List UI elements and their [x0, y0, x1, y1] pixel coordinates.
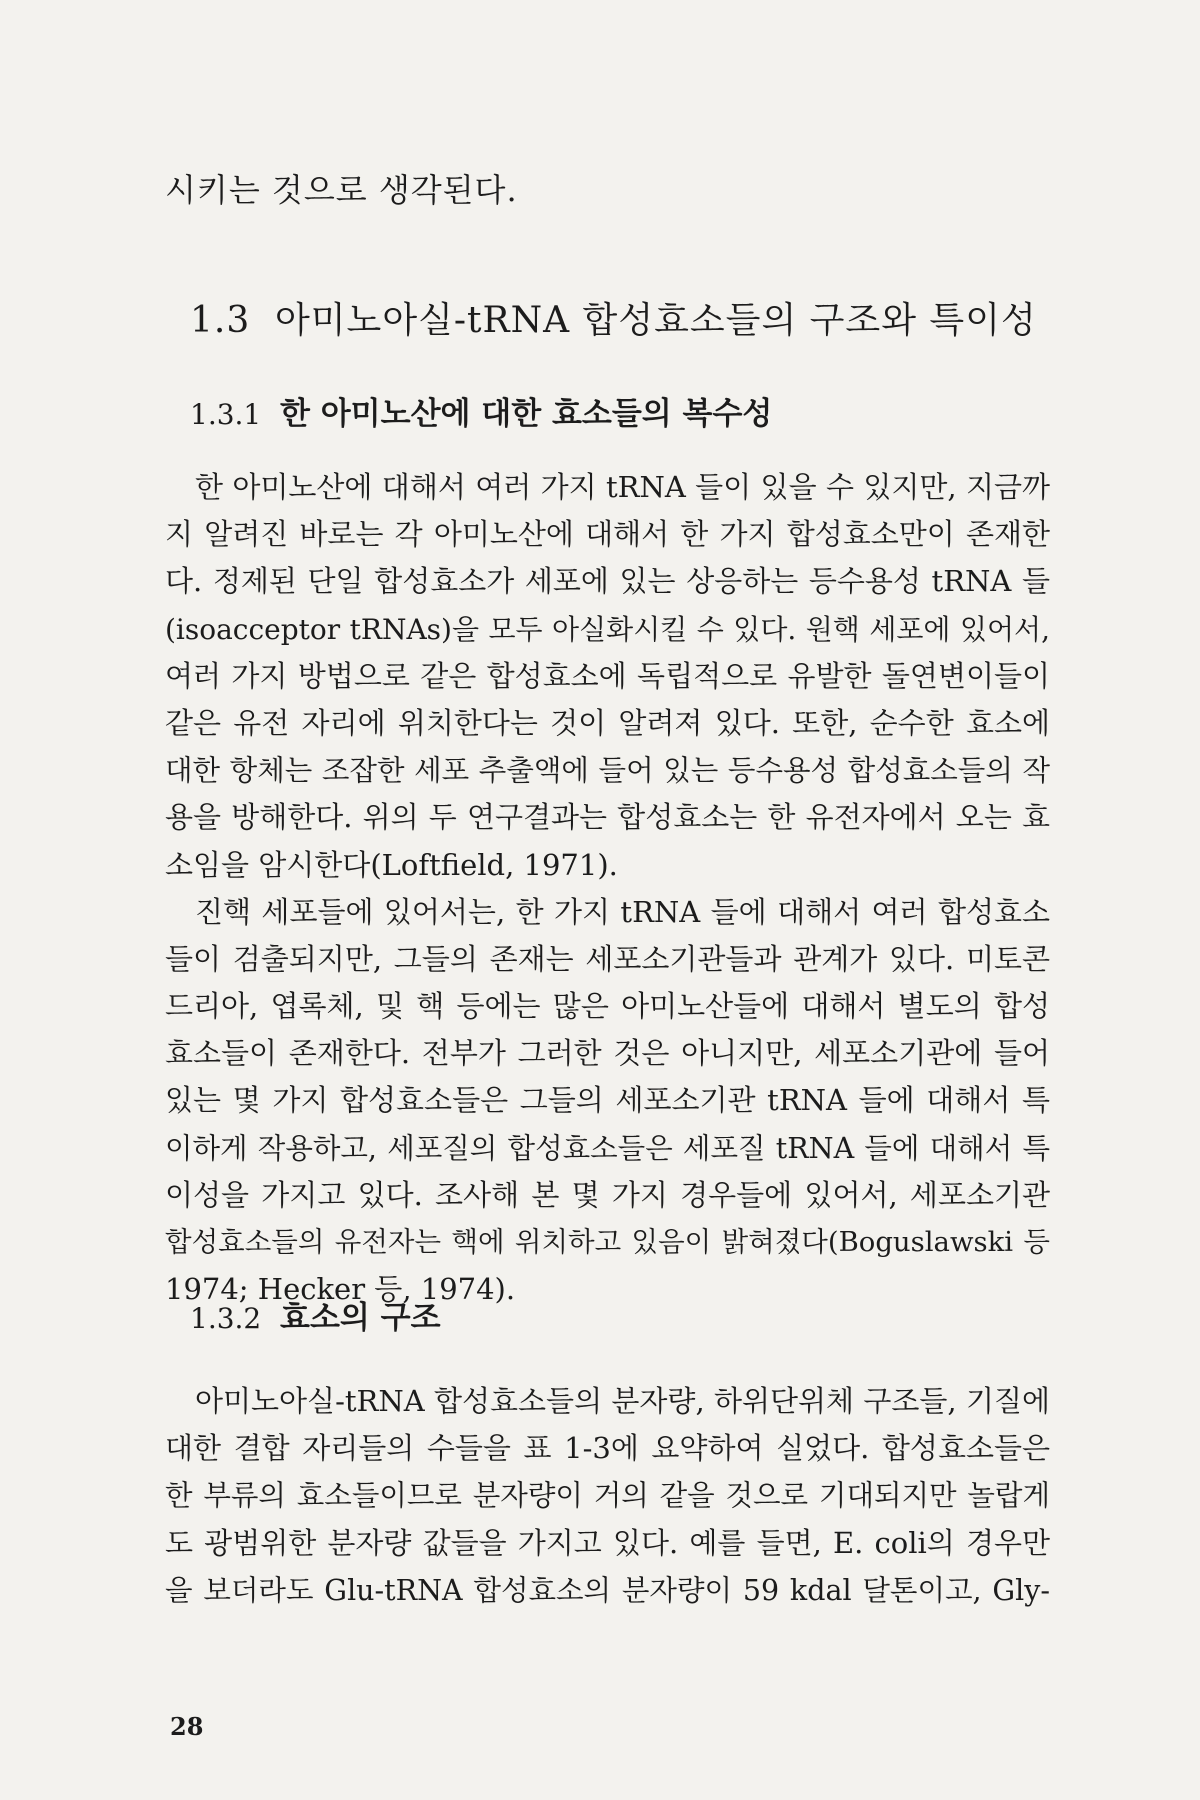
text-line: 있는 몇 가지 합성효소들은 그들의 세포소기관 tRNA 들에 대해서 특 [165, 1083, 1050, 1118]
paragraph-block-2 [165, 1378, 1050, 1614]
text-line: 도 광범위한 분자량 값들을 가지고 있다. 예를 들면, E. coli의 경우만 [165, 1525, 1050, 1560]
text-line: 을 보더라도 Glu-tRNA 합성효소의 분자량이 59 kdal 달톤이고, Gly- [165, 1573, 1050, 1607]
text-line: 소임을 암시한다(Loftfield, 1971). [165, 847, 618, 882]
text-line: 대한 결합 자리들의 수들을 표 1-3에 요약하여 실었다. 합성효소들은 [165, 1431, 1050, 1466]
text-line: 지 알려진 바로는 각 아미노산에 대해서 한 가지 합성효소만이 존재한 [165, 517, 1050, 552]
text-line: 아미노아실-tRNA 합성효소들의 분자량, 하위단위체 구조들, 기질에 [195, 1384, 1050, 1418]
text-line: 용을 방해한다. 위의 두 연구결과는 합성효소는 한 유전자에서 오는 효 [165, 800, 1050, 835]
text-line: 대한 항체는 조잡한 세포 추출액에 들어 있는 등수용성 합성효소들의 작 [165, 754, 1050, 788]
text-line: 이성을 가지고 있다. 조사해 본 몇 가지 경우들에 있어서, 세포소기관 [165, 1177, 1050, 1212]
text-line: 들이 검출되지만, 그들의 존재는 세포소기관들과 관계가 있다. 미토콘 [165, 941, 1050, 976]
subsection-heading-2 [190, 1292, 441, 1337]
text-line: 효소들이 존재한다. 전부가 그러한 것은 아니지만, 세포소기관에 들어 [165, 1036, 1050, 1071]
text-line: (isoacceptor tRNAs)을 모두 아실화시킬 수 있다. 원핵 세포에 있어서, [165, 612, 1050, 646]
text-line: 1974; Hecker 등, 1974). [165, 1272, 516, 1307]
subsection-title-1: 한 아미노산에 대한 효소들의 복수성 [280, 396, 773, 432]
text-line: 여러 가지 방법으로 같은 합성효소에 독립적으로 유발한 돌연변이들이 [165, 658, 1050, 693]
section-title: 아미노아실-tRNA 합성효소들의 구조와 특이성 [275, 300, 1037, 341]
text-line: 한 부류의 효소들이므로 분자량이 거의 같을 것으로 기대되지만 놀랍게 [165, 1479, 1050, 1513]
text-line: 드리아, 엽록체, 및 핵 등에는 많은 아미노산들에 대해서 별도의 합성 [165, 989, 1050, 1024]
text-line: 진핵 세포들에 있어서는, 한 가지 tRNA 들에 대해서 여러 합성효소 [195, 894, 1050, 929]
text-line: 같은 유전 자리에 위치한다는 것이 알려져 있다. 또한, 순수한 효소에 [165, 705, 1050, 740]
subsection-number-2: 1.3.2 [190, 1302, 262, 1335]
page-number: 28 [170, 1712, 204, 1741]
continuation-text: 시키는 것으로 생각된다. [165, 171, 518, 209]
section-number: 1.3 [190, 300, 251, 341]
text-line: 이하게 작용하고, 세포질의 합성효소들은 세포질 tRNA 들에 대해서 특 [165, 1131, 1050, 1165]
subsection-number-1: 1.3.1 [190, 398, 262, 431]
text-line: 다. 정제된 단일 합성효소가 세포에 있는 상응하는 등수용성 tRNA 들 [165, 564, 1050, 599]
paragraph-block-1 [165, 464, 1050, 1313]
section-heading [190, 292, 1037, 343]
subsection-title-2: 효소의 구조 [280, 1300, 441, 1336]
text-line: 합성효소들의 유전자는 핵에 위치하고 있음이 밝혀졌다(Boguslawski 등 [165, 1226, 1050, 1258]
subsection-heading-1 [190, 388, 772, 433]
text-line: 한 아미노산에 대해서 여러 가지 tRNA 들이 있을 수 있지만, 지금까 [195, 470, 1050, 504]
